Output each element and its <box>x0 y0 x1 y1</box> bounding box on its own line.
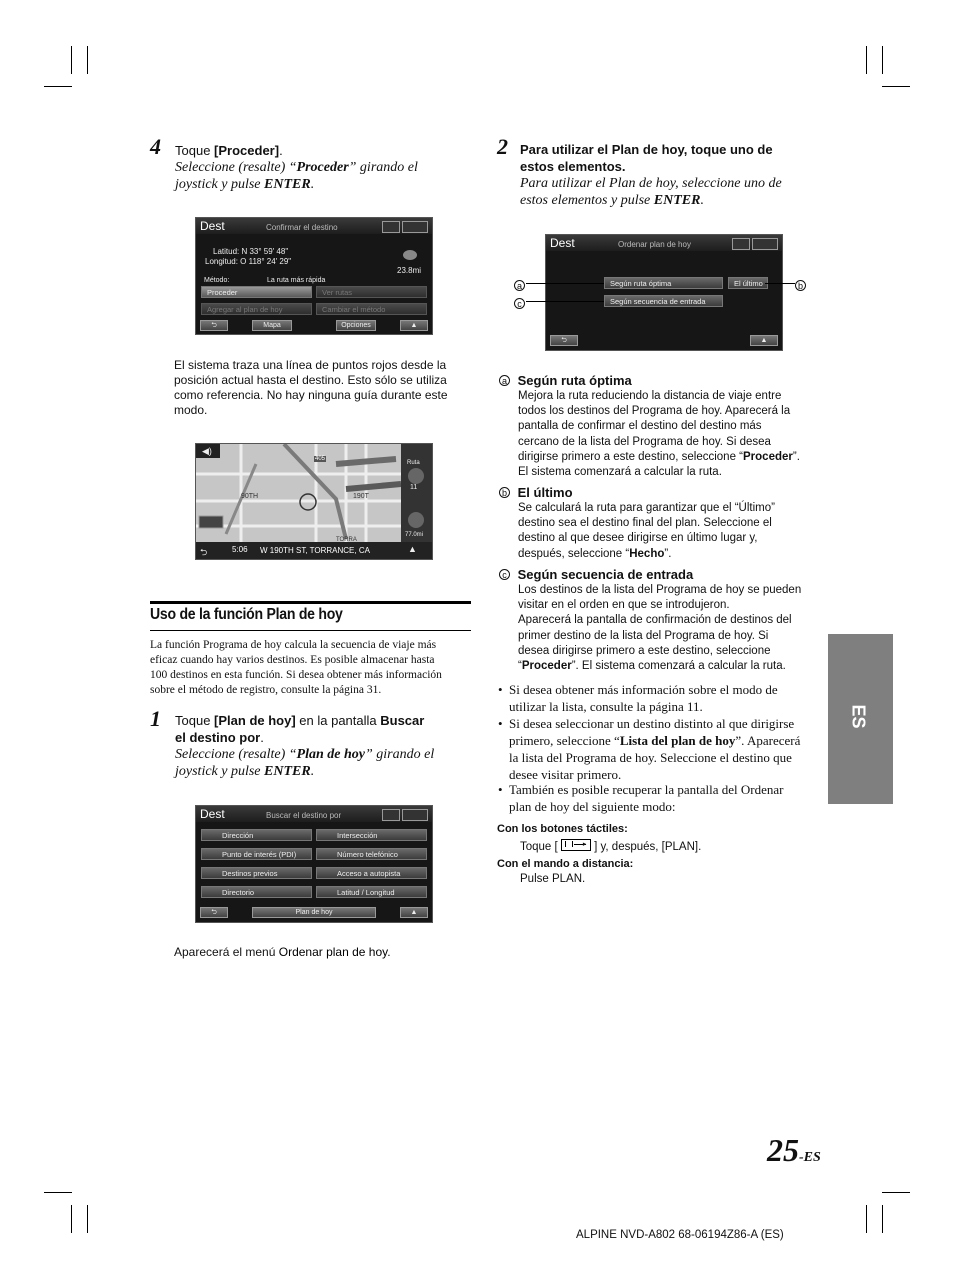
remote-title: Con el mando a distancia: <box>497 858 634 870</box>
todays-plan-button[interactable]: Plan de hoy <box>252 907 376 918</box>
crop-mark <box>44 1192 72 1193</box>
step-1-instructions: Toque [Plan de hoy] en la pantalla Buscar el destino por. Seleccione (resalte) “Plan de hoy” girando el joystick y pulse ENTER. <box>175 713 435 779</box>
entry-sequence-button[interactable]: Según secuencia de entrada <box>604 295 723 307</box>
callout-c: c <box>514 295 525 313</box>
item-a-description: Mejora la ruta reduciendo la distancia de viaje entre todos los destinos del Programa de hoy. Aparecerá la pantalla de confirmar el destino del destino más cercano de la lista del Programa de hoy. Si desea dirigirse primero a este destino, seleccione “Proceder”. El sistema comenzará a calcular la ruta. <box>518 390 800 479</box>
menu-appears-text: Aparecerá el menú Ordenar plan de hoy. <box>174 945 391 959</box>
document-footer: ALPINE NVD-A802 68-06194Z86-A (ES) <box>576 1229 784 1241</box>
map-label-190th: 190T <box>353 493 369 500</box>
longitude-text: Longitud: O 118° 24' 29" <box>205 257 292 266</box>
search-destination-screen <box>195 805 433 923</box>
directory-button[interactable]: Directorio <box>201 886 312 898</box>
window-icon[interactable] <box>382 809 400 821</box>
previous-destinations-button[interactable]: Destinos previos <box>201 867 312 879</box>
up-arrow-button[interactable]: ▲ <box>400 907 428 918</box>
crop-mark <box>71 46 72 74</box>
view-routes-button[interactable]: Ver rutas <box>316 286 427 298</box>
callout-line-c <box>526 301 604 302</box>
bullet-3: También es posible recuperar la pantalla del Ordenar plan de hoy del siguiente modo: <box>509 782 784 814</box>
callout-line-b <box>765 283 795 284</box>
up-arrow-button[interactable]: ▲ <box>750 335 778 346</box>
crop-mark <box>87 46 88 74</box>
address-button[interactable]: Dirección <box>201 829 312 841</box>
up-arrow-button[interactable]: ▲ <box>408 544 417 554</box>
crop-mark <box>87 1205 88 1233</box>
page-number: 25-ES <box>767 1132 821 1168</box>
section-rule <box>150 601 471 604</box>
crop-mark <box>866 46 867 74</box>
item-b-description: Se calculará la ruta para garantizar que el “Último” destino sea el destino final del plan. Seleccione el destino al que desee dirigirse en último lugar y, después, seleccione “Hecho”. <box>518 502 775 560</box>
step-2-instructions: Para utilizar el Plan de hoy, toque uno de estos elementos. Para utilizar el Plan de hoy, seleccione uno de estos elementos y pulse ENTER. <box>520 142 782 208</box>
callout-b: b <box>795 277 806 295</box>
screen-dest-label: Dest <box>200 219 225 233</box>
crop-mark <box>866 1205 867 1233</box>
crop-mark <box>882 46 883 74</box>
grid-menu-icon[interactable] <box>402 221 428 233</box>
speaker-icon <box>403 250 417 260</box>
crop-mark <box>882 86 910 87</box>
proceed-button[interactable]: Proceder <box>201 286 312 298</box>
confirm-destination-screen <box>195 217 433 335</box>
section-title: Uso de la función Plan de hoy <box>150 606 343 623</box>
screen-title: Confirmar el destino <box>266 223 338 232</box>
item-c-heading: c Según secuencia de entrada <box>499 566 693 583</box>
back-button[interactable]: ⮌ <box>550 335 578 346</box>
up-arrow-button[interactable]: ▲ <box>400 320 428 331</box>
last-button[interactable]: El último <box>728 277 768 289</box>
bullet-dot: • <box>498 716 503 731</box>
map-screen <box>195 443 433 560</box>
bullet-dot: • <box>498 782 503 797</box>
intersection-button[interactable]: Intersección <box>316 829 427 841</box>
distance-text: 23.8mi <box>397 266 422 275</box>
freeway-access-button[interactable]: Acceso a autopista <box>316 867 427 879</box>
current-street: W 190TH ST, TORRANCE, CA <box>260 546 370 555</box>
section-intro: La función Programa de hoy calcula la secuencia de viaje más eficaz cuando hay varios destinos. Es posible almacenar hasta 100 destinos en esta función. Si desea obtener más información sobre el método de registro, consulte la página 31. <box>150 639 442 696</box>
clock-time: 5:06 <box>232 545 248 554</box>
step-4-instructions: Toque [Proceder]. Seleccione (resalte) “Proceder” girando el joystick y pulse ENTER. <box>175 143 418 192</box>
bullet-dot: • <box>498 682 503 697</box>
method-label: Método: <box>204 277 230 284</box>
item-a-heading: a Según ruta óptima <box>499 372 632 389</box>
sort-todays-plan-screen <box>545 234 783 351</box>
map-label-90th: 90TH <box>241 493 259 500</box>
volume-icon[interactable]: ◀) <box>202 446 212 456</box>
section-underline <box>150 630 471 631</box>
map-button[interactable]: Mapa <box>252 320 292 331</box>
freeway-405-badge: 405 <box>315 456 326 462</box>
distance-remaining: 77.0mi <box>405 532 424 538</box>
options-button[interactable]: Opciones <box>336 320 376 331</box>
item-b-heading: b El último <box>499 484 573 501</box>
window-icon[interactable] <box>382 221 400 233</box>
crop-mark <box>44 86 72 87</box>
map-label-torrance: TORRA <box>336 537 357 543</box>
phone-number-button[interactable]: Número telefónico <box>316 848 427 860</box>
method-value: La ruta más rápida <box>267 277 326 284</box>
route-label: Ruta <box>407 460 420 466</box>
screen-title: Buscar el destino por <box>266 811 342 820</box>
back-button[interactable]: ⮌ <box>200 547 208 557</box>
add-to-plan-button[interactable]: Agregar al plan de hoy <box>201 303 312 315</box>
route-description: El sistema traza una línea de puntos rojos desde la posición actual hasta el destino. Esto sólo se utiliza como referencia. No hay ninguna guía durante este modo. <box>174 358 448 417</box>
back-button[interactable]: ⮌ <box>200 320 228 331</box>
callout-line-a <box>526 283 604 284</box>
touch-buttons-instruction: Toque [ ▸ ] y, después, [PLAN]. <box>520 841 702 853</box>
poi-button[interactable]: Punto de interés (PDI) <box>201 848 312 860</box>
screen-dest-label: Dest <box>550 236 575 250</box>
language-code: ES <box>848 704 869 729</box>
latitude-text: Latitud: N 33° 59' 48" <box>213 247 289 256</box>
route-number: 11 <box>410 484 418 491</box>
screen-dest-label: Dest <box>200 807 225 821</box>
step-number: 2 <box>497 134 508 159</box>
route-list-icon: ▸ <box>561 839 591 851</box>
touch-buttons-title: Con los botones táctiles: <box>497 823 628 835</box>
lat-lon-button[interactable]: Latitud / Longitud <box>316 886 427 898</box>
window-icon[interactable] <box>732 238 750 250</box>
crop-mark <box>882 1192 910 1193</box>
crop-mark <box>71 1205 72 1233</box>
change-method-button[interactable]: Cambiar el método <box>316 303 427 315</box>
grid-menu-icon[interactable] <box>402 809 428 821</box>
bullet-1: Si desea obtener más información sobre el modo de utilizar la lista, consulte la página 11. <box>509 682 778 714</box>
bullet-2: Si desea seleccionar un destino distinto al que dirigirse primero, seleccione “Lista del plan de hoy”. Aparecerá la lista del Programa de hoy. Seleccione el destino que desee visitar primero. <box>509 716 801 782</box>
step-number: 4 <box>150 134 161 159</box>
optimal-route-button[interactable]: Según ruta óptima <box>604 277 723 289</box>
language-side-tab <box>828 634 893 804</box>
remote-instruction: Pulse PLAN. <box>520 873 586 885</box>
callout-a: a <box>514 277 525 295</box>
crop-mark <box>882 1205 883 1233</box>
screen-title: Ordenar plan de hoy <box>618 240 691 249</box>
grid-menu-icon[interactable] <box>752 238 778 250</box>
step-number: 1 <box>150 706 161 731</box>
item-c-description: Los destinos de la lista del Programa de hoy se pueden visitar en el orden en que se introdujeron. Aparecerá la pantalla de confirmación de destinos del primer destino de la lista del Programa de hoy. Si desea dirigirse primero a este destino, seleccione “Proceder”. El sistema comenzará a calcular la ruta. <box>518 584 802 673</box>
back-button[interactable]: ⮌ <box>200 907 228 918</box>
